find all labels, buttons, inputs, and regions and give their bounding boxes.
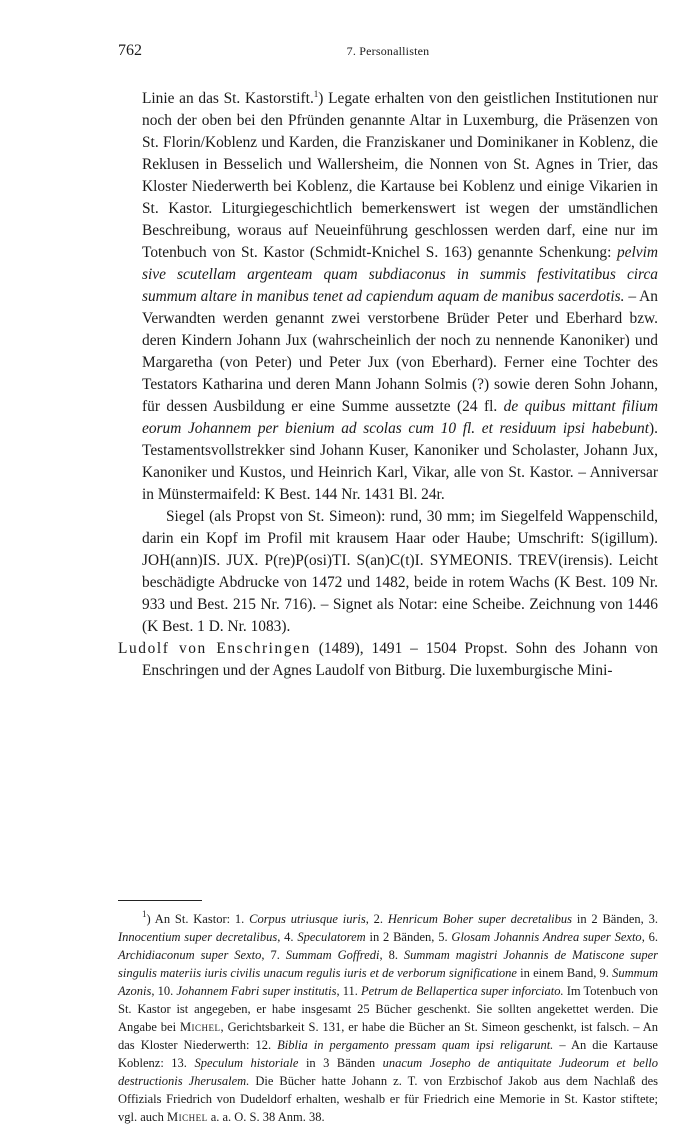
footnote: $^1$) An St. Kastor: 1. Corpus utriusque iuris, 2. Henricum Boher super decretalibus in 2 Bänden, 3. Innocentium super decretalibus, 4. Speculatorem in 2 Bänden, 5. Glosam Johannis Andrea super Sexto, 6. Archidiaconum super Sexto, 7. Summam Goffredi, 8. Summam magistri Johannis de Matiscone super singulis materiis iuris civilis unacum regulis iuris et de verborum significatione in einem Band, 9. Summum Azonis, 10. Johannem Fabri super institutis, 11. Petrum de Bellapertica super inforciato. Im Totenbuch von St. Kastor ist angegeben, er habe insgesamt 25 Bücher geschenkt. Sie sollten angekettet werden. Die Angabe bei Michel, Gerichtsbarkeit S. 131, er habe die Bücher an St. Simeon geschenkt, ist falsch. – An das Kloster Niederwerth: 12. Biblia in pergamento pressam quam ipsi religarunt. – An die Kartause Koblenz: 13. Speculum historiale in 3 Bänden unacum Josepho de antiquitate Judeorum et bello destructionis Jherusalem. Die Bücher hatte Johann z. T. von Erzbischof Jakob aus dem Nachlaß des Offizials Friedrich von Dudeldorf erhalten, weshalb er für Friedrich eine Memorie in St. Kastor stiftete; vgl. auch Michel a. a. O. S. 38 Anm. 38.	[118, 909, 659, 1124]
paragraph-siegel: Siegel (als Propst von St. Simeon): rund, 30 mm; im Siegelfeld Wappenschild, darin ein Kopf im Profil mit krausem Haar oder Haube; Umschrift: S(igillum). JOH(ann)IS. JUX. P(re)P(osi)TI. S(an)C(t)I. SYMEONIS. TREV(irensis). Leicht beschädigte Abdrucke von 1472 und 1482, beide in rotem Wachs (K Best. 109 Nr. 933 und Best. 215 Nr. 716). – Signet als Notar: eine Scheibe. Zeichnung von 1446 (K Best. 1 D. Nr. 1083).	[142, 508, 658, 635]
author-citation: Michel	[179, 1020, 221, 1034]
footnote-mark: 1	[142, 909, 147, 919]
paragraph-legate: Linie an das St. Kastorstift.$^1$) Legate erhalten von den geistlichen Institutionen nur noch der oben bei den Pfründen genannte Altar in Luxemburg, die Präsenzen von St. Florin/Koblenz und Karden, die Franziskaner und Dominikaner in Koblenz, die Reklusen in Besselich und Wallersheim, die Nonnen von St. Agnes in Trier, das Kloster Niederwerth bei Koblenz, die Kartause bei Koblenz und einige Vikarien in St. Kastor. Liturgiegeschichtlich bemerkenswert ist wegen der umständlichen Beschreibung, woraus auf Neueinführung geschlossen werden darf, eine nur im Totenbuch von St. Kastor (Schmidt-Knichel S. 163) genannte Schenkung: pelvim sive scutellam argenteam quam subdiaconus in summis festivitatibus circa summum altare in manibus tenet ad capiendum aquam de manibus sacerdotis. – An Verwandten werden genannt zwei verstorbene Brüder Peter und Eberhard bzw. deren Kindern Johann Jux (wahrscheinlich der noch zu nennende Kanoniker) und Margaretha (von Peter) und Peter Jux (von Eberhard). Ferner eine Tochter des Testators Katharina und deren Mann Johann Solmis (?) sowie deren Sohn Johann, für dessen Ausbildung er eine Summe aussetzte (24 fl. de quibus mittant filium eorum Johannem per bienium ad scolas cum 10 fl. et residuum ipsi habebunt). Testamentsvollstrekker sind Johann Kuser, Kanoniker und Scholaster, Johann Jux, Kanoniker und Kustos, und Heinrich Karl, Vikar, alle von St. Kastor. – Anniversar in Münstermaifeld: K Best. 144 Nr. 1431 Bl. 24r.	[142, 89, 658, 503]
page-number: 762	[118, 42, 142, 59]
entry-lemma: Ludolf von Enschringen	[118, 640, 311, 657]
latin-quote: pelvim sive scutellam argenteam quam subdiaconus in summis festivitatibus circa summum altare in manibus tenet ad capiendum aquam de manibus sacerdotis.	[142, 244, 658, 305]
footnote-reference: 1	[313, 89, 319, 99]
running-head: 7. Personallisten	[346, 44, 430, 58]
footnote-separator	[118, 900, 202, 901]
main-text	[118, 88, 658, 682]
entry-ludolf: Ludolf von Enschringen (1489), 1491 – 1504 Propst. Sohn des Johann von Enschringen und der Agnes Laudolf von Bitburg. Die luxemburgische Mini-	[118, 640, 658, 679]
author-citation: Michel	[166, 1110, 208, 1124]
page-header	[118, 42, 658, 64]
latin-quote: de quibus mittant filium eorum Johannem per bienium ad scolas cum 10 fl. et residuum ipsi habebunt	[142, 398, 658, 437]
